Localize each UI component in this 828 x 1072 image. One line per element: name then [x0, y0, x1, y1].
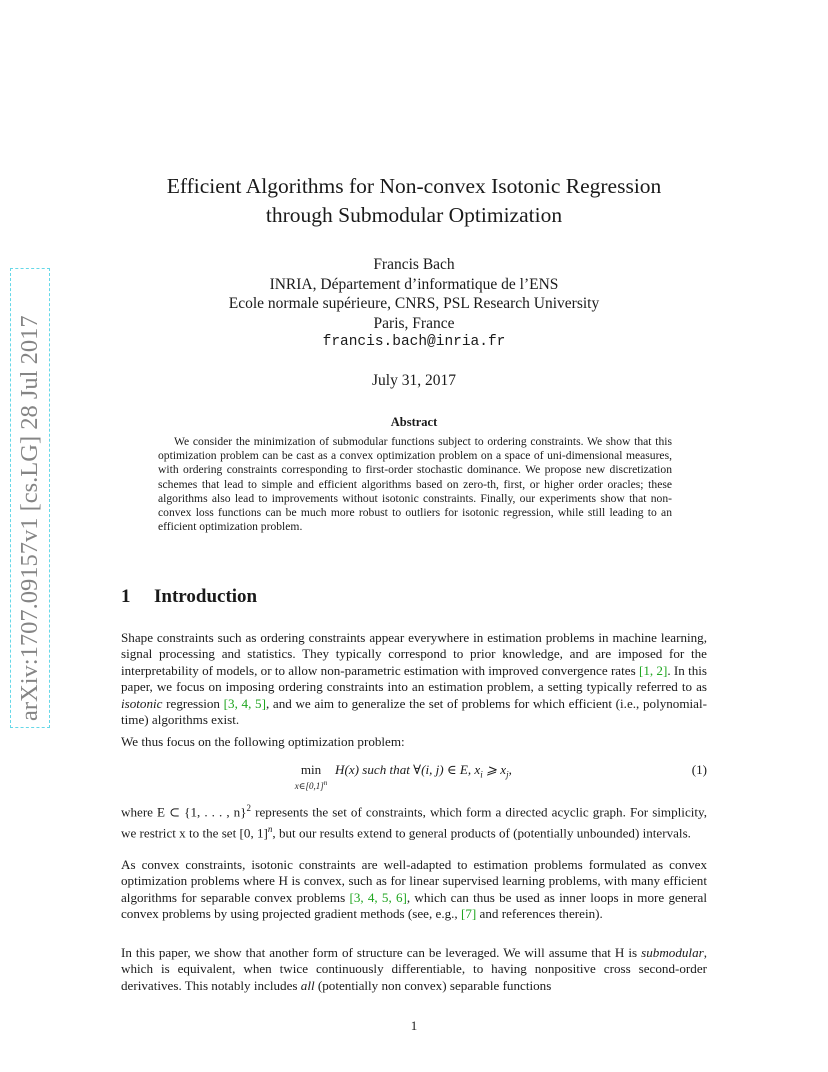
text-run: . In this paper, we focus on imposing ordering constraints into an estimation problem, a setting typically referred to as: [121, 662, 707, 695]
equation-text: H(x) such that ∀(i, j) ∈ E, x: [335, 762, 481, 777]
intro-paragraph-2: [121, 734, 707, 750]
text-run: represents the set of constraints, which form a directed acyclic graph. For simplicity, we restrict x to the set [0, 1]: [121, 804, 707, 841]
text-run: , which is equivalent, when twice continuously differentiable, to having nonpositive cross second-order derivatives. This notably includes: [121, 945, 707, 993]
author-name: Francis Bach: [373, 256, 455, 273]
text-run: In this paper, we show that another form of structure can be leveraged. We will assume that H is: [121, 945, 642, 960]
author-email: francis.bach@inria.fr: [322, 334, 506, 350]
text-run: We thus focus on the following optimization problem:: [121, 734, 405, 749]
citation-link[interactable]: [3, 4, 5]: [223, 695, 266, 711]
page-number: 1: [410, 1018, 418, 1033]
paper-date: July 31, 2017: [372, 372, 456, 389]
arxiv-watermark: arXiv:1707.09157v1 [cs.LG] 28 Jul 2017: [10, 268, 50, 728]
intro-paragraph-3: where E ⊂ {1, . . . , n}$^2$ represents the set of constraints, which form a directed acyclic graph. For simplicity, we restrict x to the set [0, 1]$^n$, but our results extend to general products of (potentially unbounded) intervals.: [121, 803, 707, 841]
text-run: where E ⊂ {1, . . . , n}: [121, 804, 247, 820]
equation-number: (1): [691, 762, 707, 777]
subscript-text: x∈[0,1]: [294, 781, 324, 791]
superscript-text: n: [323, 779, 328, 787]
title-line-2: through Submodular Optimization: [265, 203, 563, 227]
equation-min: [286, 762, 336, 792]
text-run: As convex constraints, isotonic constraints are well-adapted to estimation problems formulated as convex optimization problems where H is convex, such as for linear supervised learning problems, with many efficient algorithms for separable convex problems: [121, 857, 707, 905]
abstract-body: [158, 435, 672, 534]
emphasis: isotonic: [121, 695, 163, 711]
text-run: and references therein).: [476, 906, 603, 922]
author-affiliation-3: Paris, France: [373, 314, 455, 332]
paper-title: [0, 172, 828, 230]
equation-text: ⩾ x: [482, 762, 507, 777]
intro-paragraph-1: [121, 630, 707, 728]
author-affiliation-1: INRIA, Département d’informatique de l’ENS: [269, 275, 559, 293]
abstract-text: We consider the minimization of submodular functions subject to ordering constraints. We show that this optimization problem can be cast as a convex optimization problem on a space of uni-dimensional measures, with ordering constraints corresponding to first-order stochastic dominance. We propose new discretization schemes that lead to simple and efficient algorithms based on zero-th, first, or higher order oracles; these algorithms also lead to improvements without isotonic constraints. Finally, our experiments show that non-convex loss functions can be much more robust to outliers for isotonic regression, while still leading to an efficient optimization problem.: [158, 435, 672, 534]
emphasis: submodular: [641, 945, 704, 960]
section-number: 1: [121, 586, 131, 607]
text-run: , but our results extend to general products of (potentially unbounded) intervals.: [272, 825, 691, 841]
author-block: [0, 255, 828, 353]
citation-link[interactable]: [7]: [460, 906, 477, 922]
title-line-1: Efficient Algorithms for Non-convex Isotonic Regression: [166, 174, 662, 198]
section-heading-introduction: [121, 586, 257, 608]
abstract-heading: Abstract: [390, 415, 438, 429]
section-title: Introduction: [154, 586, 258, 607]
intro-paragraph-4: [121, 857, 707, 923]
text-run: , and we aim to generalize the set of problems for which efficient (i.e., polynomial-time) algorithms exist.: [121, 695, 707, 728]
equation-1: [121, 762, 707, 792]
text-run: , which can thus be used as inner loops in more general convex problems by using projected gradient methods (see, e.g.,: [121, 889, 707, 922]
text-run: regression: [162, 695, 224, 711]
min-subscript: [286, 778, 336, 792]
equation-body: H(x) such that ∀(i, j) ∈ E, $x_i$ ⩾ $x_j$,: [335, 762, 512, 780]
author-affiliation-2: Ecole normale supérieure, CNRS, PSL Research University: [228, 295, 600, 312]
emphasis: all: [300, 977, 315, 993]
citation-link[interactable]: [1, 2]: [638, 662, 668, 678]
text-run: Shape constraints such as ordering constraints appear everywhere in estimation problems in machine learning, signal processing and statistics. They typically correspond to prior knowledge, and are imposed for the interpretability of models, or to allow non-parametric estimation with improved convergence rates: [121, 630, 707, 678]
text-run: (potentially non convex) separable functions: [314, 977, 552, 993]
min-operator: min: [300, 762, 322, 777]
intro-paragraph-5: [121, 945, 707, 994]
citation-link[interactable]: [3, 4, 5, 6]: [349, 889, 407, 905]
